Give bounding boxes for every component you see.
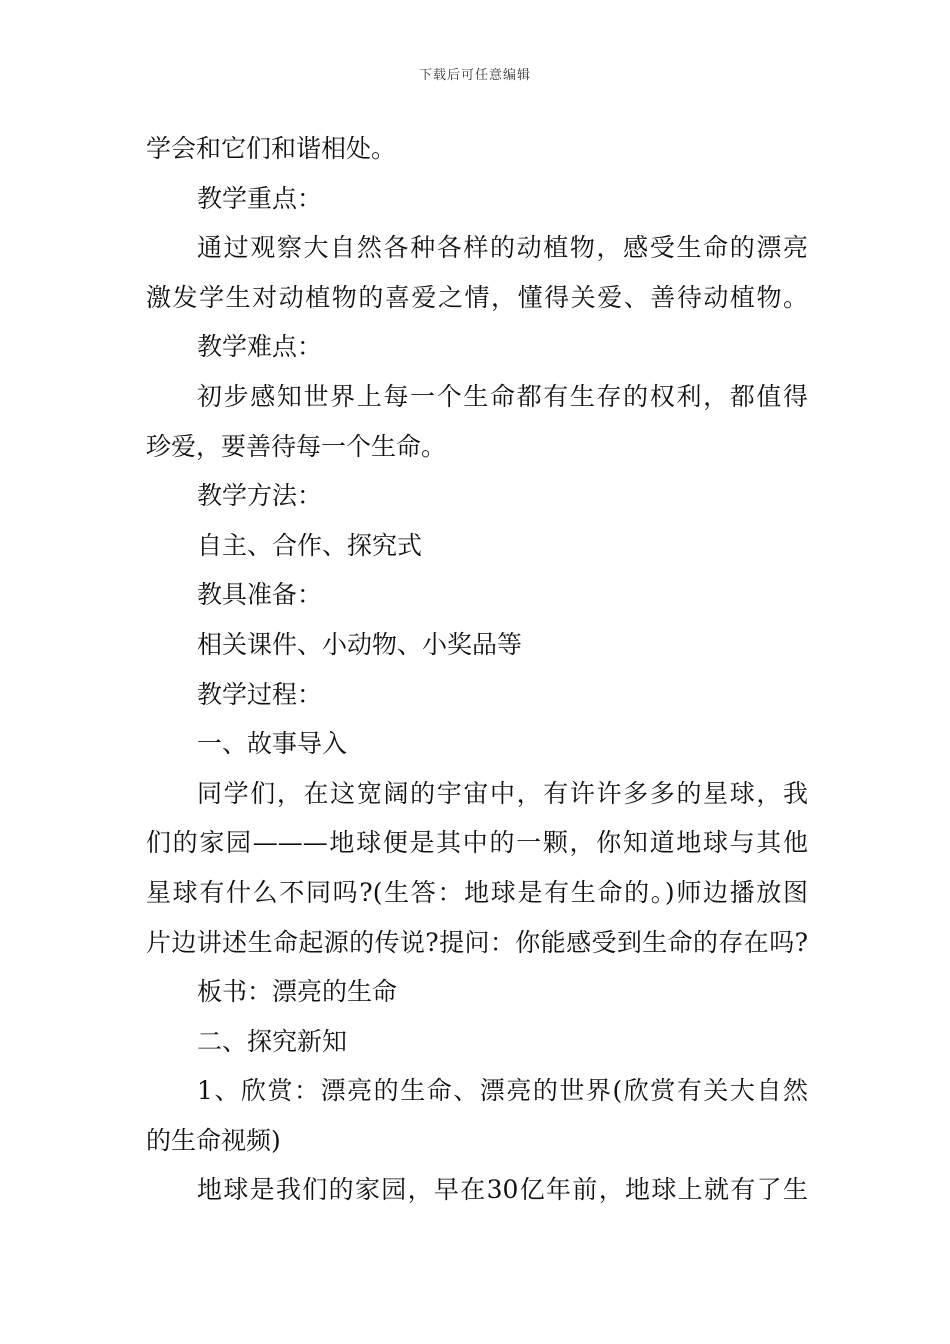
text-line: 相关课件、小动物、小奖品等 xyxy=(197,629,523,659)
section-heading-focus: 教学重点： xyxy=(197,183,323,213)
section-heading-difficulty: 教学难点： xyxy=(197,332,323,362)
text-line: 珍爱，要善待每一个生命。 xyxy=(146,431,447,461)
subsection-heading: 一、故事导入 xyxy=(197,729,348,759)
text-line: 地球是我们的家园，早在30亿年前，地球上就有了生 xyxy=(197,1175,808,1205)
board-writing: 板书：漂亮的生命 xyxy=(197,977,398,1007)
text-line: 激发学生对动植物的喜爱之情，懂得关爱、善待动植物。 xyxy=(146,282,808,312)
page-header: 下载后可任意编辑 xyxy=(418,68,531,83)
subsection-heading: 二、探究新知 xyxy=(197,1026,348,1056)
document-body xyxy=(146,124,808,1215)
text-line: 的生命视频) xyxy=(146,1125,281,1155)
text-line: 同学们，在这宽阔的宇宙中，有许许多多的星球，我 xyxy=(197,778,808,808)
text-line: 学会和它们和谐相处。 xyxy=(146,134,397,163)
section-heading-method: 教学方法： xyxy=(197,481,323,511)
section-heading-process: 教学过程： xyxy=(197,679,323,709)
text-line: 自主、合作、探究式 xyxy=(197,530,423,560)
text-line: 片边讲述生命起源的传说?提问：你能感受到生命的存在吗? xyxy=(146,927,808,957)
text-line: 星球有什么不同吗?(生答：地球是有生命的。)师边播放图 xyxy=(146,877,808,907)
text-line: 1、欣赏：漂亮的生命、漂亮的世界(欣赏有关大自然 xyxy=(197,1076,808,1106)
text-line: 初步感知世界上每一个生命都有生存的权利，都值得 xyxy=(197,381,808,411)
text-line: 们的家园———地球便是其中的一颗，你知道地球与其他 xyxy=(146,828,808,858)
text-line: 通过观察大自然各种各样的动植物，感受生命的漂亮 xyxy=(197,233,808,263)
section-heading-materials: 教具准备： xyxy=(197,580,323,610)
